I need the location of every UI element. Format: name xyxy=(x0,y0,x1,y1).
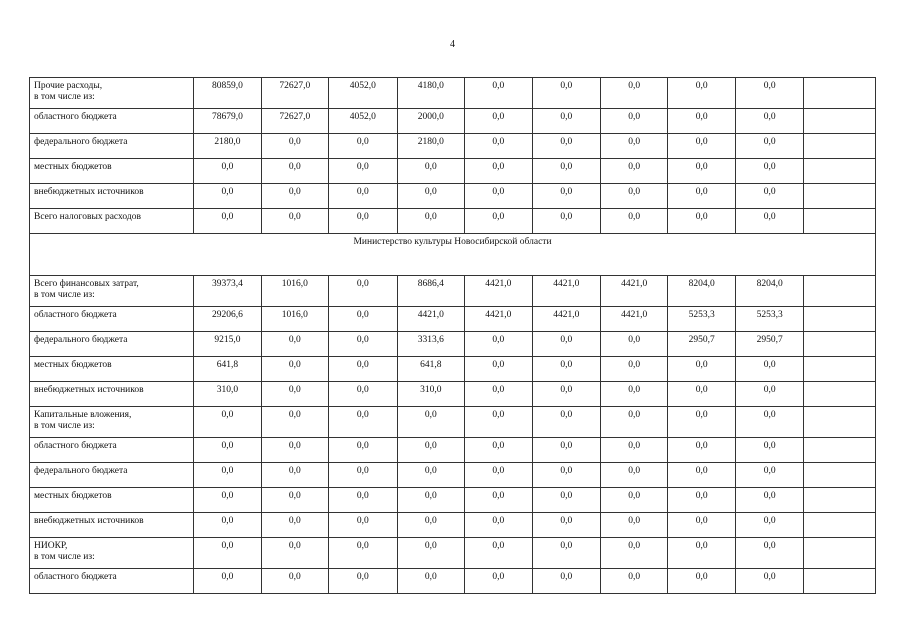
value-cell: 0,0 xyxy=(261,159,328,184)
empty-cell xyxy=(804,159,876,184)
row-label: местных бюджетов xyxy=(30,488,194,513)
value-cell: 0,0 xyxy=(735,382,803,407)
value-cell: 0,0 xyxy=(601,569,668,594)
value-cell: 0,0 xyxy=(735,538,803,569)
value-cell: 0,0 xyxy=(601,159,668,184)
value-cell: 0,0 xyxy=(194,407,261,438)
table-row xyxy=(30,407,876,438)
empty-cell xyxy=(804,134,876,159)
row-label: Всего финансовых затрат, в том числе из: xyxy=(30,276,194,307)
empty-cell xyxy=(804,382,876,407)
value-cell: 72627,0 xyxy=(261,78,328,109)
value-cell: 0,0 xyxy=(532,109,600,134)
value-cell: 0,0 xyxy=(194,438,261,463)
value-cell: 0,0 xyxy=(194,209,261,234)
value-cell: 0,0 xyxy=(601,438,668,463)
value-cell: 0,0 xyxy=(601,407,668,438)
value-cell: 0,0 xyxy=(329,159,397,184)
value-cell: 0,0 xyxy=(194,538,261,569)
value-cell: 0,0 xyxy=(735,109,803,134)
empty-cell xyxy=(804,569,876,594)
value-cell: 0,0 xyxy=(261,513,328,538)
row-label: НИОКР, в том числе из: xyxy=(30,538,194,569)
value-cell: 0,0 xyxy=(532,569,600,594)
page-number: 4 xyxy=(450,39,455,50)
row-label: местных бюджетов xyxy=(30,357,194,382)
value-cell: 0,0 xyxy=(735,134,803,159)
empty-cell xyxy=(804,276,876,307)
value-cell: 0,0 xyxy=(397,569,464,594)
value-cell: 0,0 xyxy=(735,407,803,438)
value-cell: 4421,0 xyxy=(532,307,600,332)
value-cell: 0,0 xyxy=(601,538,668,569)
value-cell: 4180,0 xyxy=(397,78,464,109)
value-cell: 0,0 xyxy=(397,538,464,569)
empty-cell xyxy=(804,538,876,569)
value-cell: 8204,0 xyxy=(668,276,735,307)
value-cell: 0,0 xyxy=(194,513,261,538)
value-cell: 0,0 xyxy=(261,332,328,357)
value-cell: 4421,0 xyxy=(465,307,532,332)
value-cell: 39373,4 xyxy=(194,276,261,307)
value-cell: 9215,0 xyxy=(194,332,261,357)
value-cell: 0,0 xyxy=(601,134,668,159)
empty-cell xyxy=(804,109,876,134)
value-cell: 0,0 xyxy=(601,357,668,382)
empty-cell xyxy=(804,463,876,488)
value-cell: 0,0 xyxy=(465,438,532,463)
empty-cell xyxy=(804,407,876,438)
value-cell: 0,0 xyxy=(532,134,600,159)
value-cell: 0,0 xyxy=(532,209,600,234)
value-cell: 0,0 xyxy=(668,407,735,438)
value-cell: 0,0 xyxy=(397,513,464,538)
value-cell: 0,0 xyxy=(194,463,261,488)
table-row xyxy=(30,538,876,569)
empty-cell xyxy=(804,332,876,357)
value-cell: 0,0 xyxy=(601,78,668,109)
value-cell: 0,0 xyxy=(465,78,532,109)
value-cell: 0,0 xyxy=(329,438,397,463)
value-cell: 0,0 xyxy=(668,569,735,594)
value-cell: 8686,4 xyxy=(397,276,464,307)
empty-cell xyxy=(804,78,876,109)
value-cell: 0,0 xyxy=(397,159,464,184)
value-cell: 0,0 xyxy=(397,209,464,234)
value-cell: 0,0 xyxy=(397,463,464,488)
row-label: областного бюджета xyxy=(30,569,194,594)
value-cell: 0,0 xyxy=(329,569,397,594)
value-cell: 0,0 xyxy=(329,382,397,407)
value-cell: 4052,0 xyxy=(329,109,397,134)
value-cell: 0,0 xyxy=(735,184,803,209)
value-cell: 0,0 xyxy=(735,463,803,488)
value-cell: 4421,0 xyxy=(601,276,668,307)
value-cell: 8204,0 xyxy=(735,276,803,307)
value-cell: 0,0 xyxy=(329,513,397,538)
value-cell: 0,0 xyxy=(194,488,261,513)
value-cell: 0,0 xyxy=(532,159,600,184)
value-cell: 0,0 xyxy=(465,184,532,209)
value-cell: 0,0 xyxy=(465,513,532,538)
value-cell: 0,0 xyxy=(329,134,397,159)
empty-cell xyxy=(804,488,876,513)
value-cell: 0,0 xyxy=(668,382,735,407)
row-label: внебюджетных источников xyxy=(30,184,194,209)
value-cell: 0,0 xyxy=(194,569,261,594)
section-row xyxy=(30,234,876,276)
value-cell: 0,0 xyxy=(601,109,668,134)
value-cell: 80859,0 xyxy=(194,78,261,109)
value-cell: 1016,0 xyxy=(261,307,328,332)
value-cell: 0,0 xyxy=(601,382,668,407)
value-cell: 0,0 xyxy=(601,488,668,513)
value-cell: 0,0 xyxy=(261,382,328,407)
table-row xyxy=(30,463,876,488)
budget-table xyxy=(29,77,876,594)
value-cell: 0,0 xyxy=(397,184,464,209)
value-cell: 0,0 xyxy=(668,488,735,513)
empty-cell xyxy=(804,307,876,332)
value-cell: 0,0 xyxy=(735,159,803,184)
value-cell: 5253,3 xyxy=(668,307,735,332)
value-cell: 0,0 xyxy=(397,407,464,438)
value-cell: 4052,0 xyxy=(329,78,397,109)
value-cell: 0,0 xyxy=(532,488,600,513)
value-cell: 0,0 xyxy=(668,78,735,109)
row-label: Прочие расходы, в том числе из: xyxy=(30,78,194,109)
value-cell: 0,0 xyxy=(465,463,532,488)
table-row xyxy=(30,109,876,134)
value-cell: 0,0 xyxy=(397,488,464,513)
value-cell: 0,0 xyxy=(532,184,600,209)
row-label: федерального бюджета xyxy=(30,332,194,357)
value-cell: 0,0 xyxy=(465,159,532,184)
table-row xyxy=(30,332,876,357)
row-label: федерального бюджета xyxy=(30,463,194,488)
row-label: областного бюджета xyxy=(30,109,194,134)
value-cell: 0,0 xyxy=(329,357,397,382)
value-cell: 0,0 xyxy=(668,209,735,234)
value-cell: 0,0 xyxy=(601,332,668,357)
table-row xyxy=(30,134,876,159)
value-cell: 0,0 xyxy=(194,184,261,209)
row-label: Капитальные вложения, в том числе из: xyxy=(30,407,194,438)
value-cell: 0,0 xyxy=(668,438,735,463)
table-row xyxy=(30,438,876,463)
value-cell: 0,0 xyxy=(465,109,532,134)
value-cell: 0,0 xyxy=(532,382,600,407)
value-cell: 0,0 xyxy=(261,438,328,463)
value-cell: 0,0 xyxy=(261,209,328,234)
value-cell: 0,0 xyxy=(261,569,328,594)
value-cell: 2000,0 xyxy=(397,109,464,134)
value-cell: 0,0 xyxy=(465,569,532,594)
value-cell: 4421,0 xyxy=(397,307,464,332)
value-cell: 0,0 xyxy=(465,382,532,407)
value-cell: 0,0 xyxy=(601,513,668,538)
value-cell: 1016,0 xyxy=(261,276,328,307)
value-cell: 0,0 xyxy=(194,159,261,184)
value-cell: 0,0 xyxy=(668,134,735,159)
value-cell: 72627,0 xyxy=(261,109,328,134)
value-cell: 29206,6 xyxy=(194,307,261,332)
value-cell: 0,0 xyxy=(465,488,532,513)
value-cell: 0,0 xyxy=(532,332,600,357)
empty-cell xyxy=(804,357,876,382)
row-label: местных бюджетов xyxy=(30,159,194,184)
row-label: внебюджетных источников xyxy=(30,513,194,538)
value-cell: 0,0 xyxy=(532,538,600,569)
row-label: федерального бюджета xyxy=(30,134,194,159)
section-title: Министерство культуры Новосибирской области xyxy=(30,234,876,276)
empty-cell xyxy=(804,513,876,538)
value-cell: 0,0 xyxy=(329,209,397,234)
value-cell: 0,0 xyxy=(329,307,397,332)
table-row xyxy=(30,276,876,307)
value-cell: 0,0 xyxy=(532,78,600,109)
value-cell: 2950,7 xyxy=(735,332,803,357)
value-cell: 0,0 xyxy=(261,407,328,438)
value-cell: 0,0 xyxy=(465,209,532,234)
value-cell: 0,0 xyxy=(329,538,397,569)
value-cell: 0,0 xyxy=(329,407,397,438)
table-row xyxy=(30,159,876,184)
value-cell: 3313,6 xyxy=(397,332,464,357)
table-row xyxy=(30,357,876,382)
value-cell: 0,0 xyxy=(261,134,328,159)
value-cell: 641,8 xyxy=(397,357,464,382)
value-cell: 0,0 xyxy=(397,438,464,463)
table-row xyxy=(30,307,876,332)
value-cell: 0,0 xyxy=(668,538,735,569)
value-cell: 2180,0 xyxy=(194,134,261,159)
value-cell: 0,0 xyxy=(465,134,532,159)
value-cell: 0,0 xyxy=(465,407,532,438)
value-cell: 0,0 xyxy=(735,488,803,513)
value-cell: 0,0 xyxy=(668,513,735,538)
value-cell: 0,0 xyxy=(329,184,397,209)
value-cell: 0,0 xyxy=(532,513,600,538)
value-cell: 0,0 xyxy=(532,407,600,438)
value-cell: 0,0 xyxy=(735,513,803,538)
value-cell: 0,0 xyxy=(668,463,735,488)
value-cell: 0,0 xyxy=(735,78,803,109)
value-cell: 0,0 xyxy=(465,357,532,382)
value-cell: 0,0 xyxy=(261,463,328,488)
value-cell: 0,0 xyxy=(329,488,397,513)
value-cell: 0,0 xyxy=(601,209,668,234)
value-cell: 0,0 xyxy=(261,538,328,569)
value-cell: 0,0 xyxy=(735,569,803,594)
value-cell: 0,0 xyxy=(668,357,735,382)
value-cell: 0,0 xyxy=(735,209,803,234)
value-cell: 310,0 xyxy=(397,382,464,407)
row-label: внебюджетных источников xyxy=(30,382,194,407)
table-row xyxy=(30,184,876,209)
value-cell: 0,0 xyxy=(465,332,532,357)
value-cell: 4421,0 xyxy=(601,307,668,332)
value-cell: 0,0 xyxy=(601,463,668,488)
value-cell: 641,8 xyxy=(194,357,261,382)
empty-cell xyxy=(804,184,876,209)
value-cell: 0,0 xyxy=(261,357,328,382)
value-cell: 0,0 xyxy=(329,332,397,357)
value-cell: 0,0 xyxy=(261,184,328,209)
table-row xyxy=(30,382,876,407)
value-cell: 0,0 xyxy=(668,159,735,184)
value-cell: 0,0 xyxy=(532,438,600,463)
value-cell: 0,0 xyxy=(532,357,600,382)
value-cell: 78679,0 xyxy=(194,109,261,134)
value-cell: 0,0 xyxy=(329,463,397,488)
value-cell: 0,0 xyxy=(601,184,668,209)
row-label: областного бюджета xyxy=(30,307,194,332)
value-cell: 0,0 xyxy=(329,276,397,307)
value-cell: 0,0 xyxy=(668,109,735,134)
table-row xyxy=(30,78,876,109)
empty-cell xyxy=(804,438,876,463)
value-cell: 2180,0 xyxy=(397,134,464,159)
table-row xyxy=(30,488,876,513)
value-cell: 0,0 xyxy=(261,488,328,513)
value-cell: 0,0 xyxy=(735,357,803,382)
value-cell: 4421,0 xyxy=(532,276,600,307)
value-cell: 0,0 xyxy=(532,463,600,488)
table-row xyxy=(30,209,876,234)
value-cell: 2950,7 xyxy=(668,332,735,357)
value-cell: 0,0 xyxy=(668,184,735,209)
value-cell: 4421,0 xyxy=(465,276,532,307)
empty-cell xyxy=(804,209,876,234)
value-cell: 0,0 xyxy=(465,538,532,569)
table-row xyxy=(30,569,876,594)
value-cell: 310,0 xyxy=(194,382,261,407)
value-cell: 5253,3 xyxy=(735,307,803,332)
value-cell: 0,0 xyxy=(735,438,803,463)
row-label: областного бюджета xyxy=(30,438,194,463)
row-label: Всего налоговых расходов xyxy=(30,209,194,234)
table-row xyxy=(30,513,876,538)
